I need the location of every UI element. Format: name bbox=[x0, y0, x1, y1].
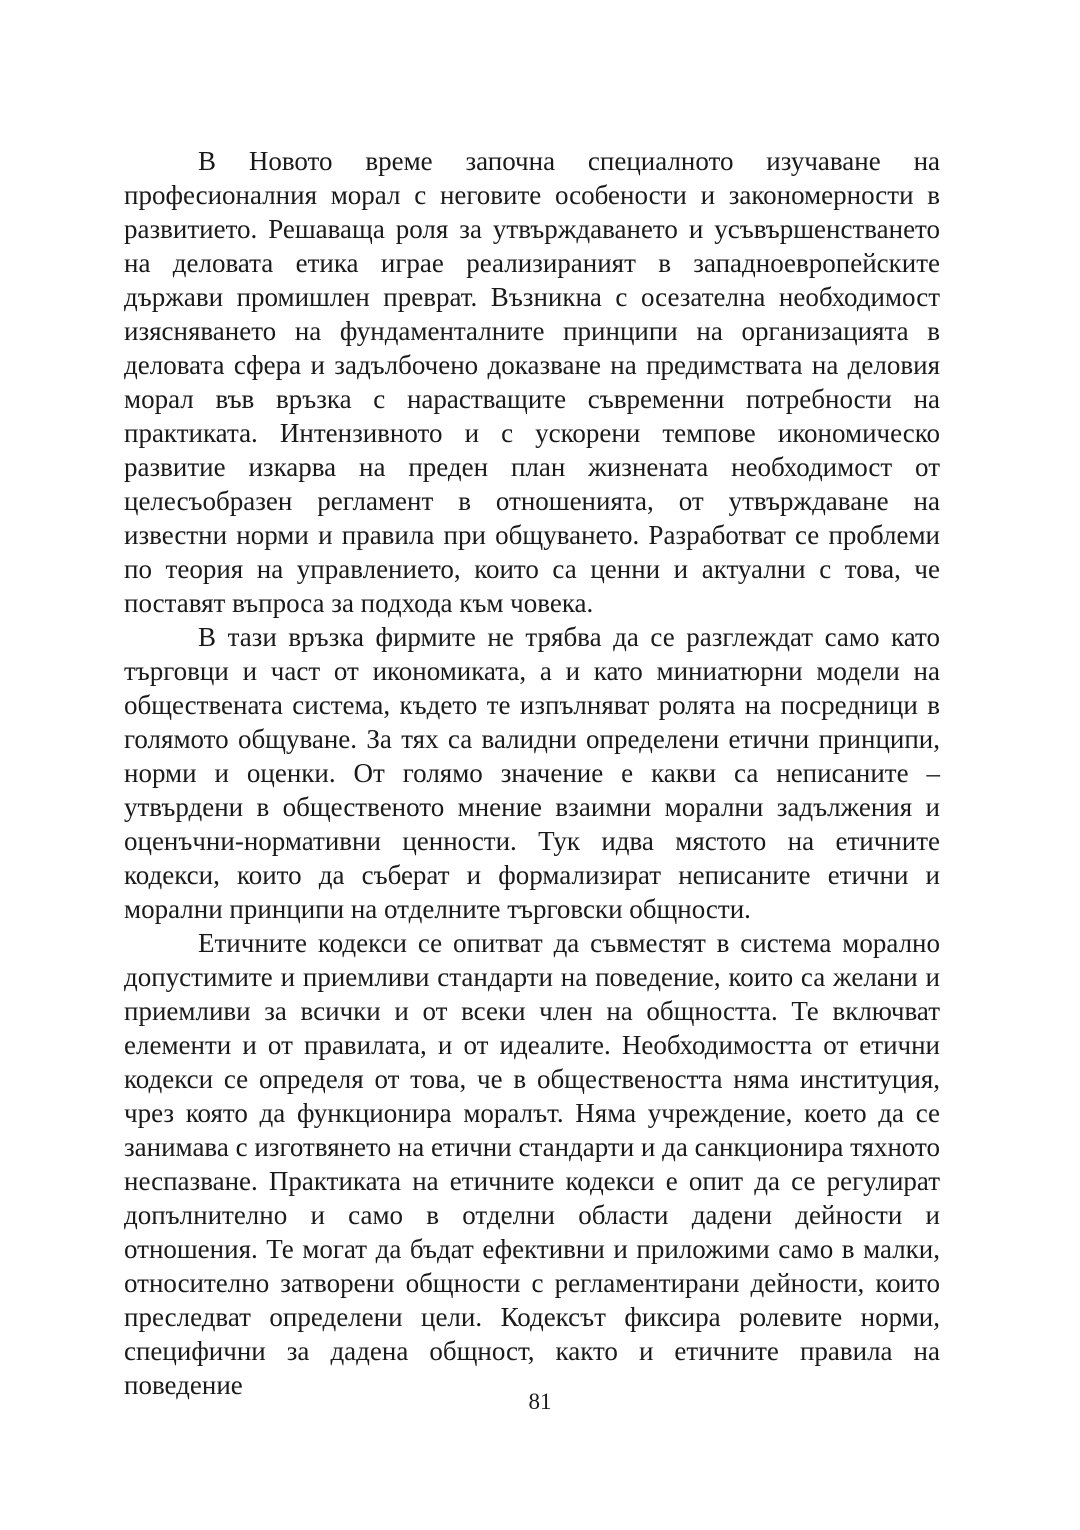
paragraph-3: Етичните кодекси се опитват да съвместят в система морално допустимите и приемливи стандарти на поведение, които са желани и приемливи за всички и от всеки член на общността. Те включват елементи и от правилата, и от идеалите. Необходимостта от етични кодекси се определя от това, че в обществеността няма институция, чрез която да функционира моралът. Няма учреждение, което да се занимава с изготвянето на етични стандарти и да санкционира тяхното неспазване. Практиката на етичните кодекси е опит да се регулират допълнително и само в отделни области дадени дейности и отношения. Те могат да бъдат ефективни и приложими само в малки, относително затворени общности с регламентирани дейности, които преследват определени цели. Кодексът фиксира ролевите норми, специфични за дадена общност, както и етичните правила на поведение bbox=[124, 928, 940, 1400]
paragraph-2: В тази връзка фирмите не трябва да се разглеждат само като търговци и част от икономиката, а и като миниатюрни модели на обществената система, където те изпълняват ролята на посредници в голямото общуване. За тях са валидни определени етични принципи, норми и оценки. От голямо значение е какви са неписаните – утвърдени в общественото мнение взаимни морални задължения и оценъчни-нормативни ценности. Тук идва мястото на етичните кодекси, които да съберат и формализират неписаните етични и морални принципи на отделните търговски общности. bbox=[124, 622, 940, 924]
paragraph-1: В Новото време започна специалното изучаване на професионалния морал с неговите особености и закономерности в развитието. Решаваща роля за утвърждаването и усъвършенстването на деловата етика играе реализираният в западноевропейските държави промишлен преврат. Възникна с осезателна необходимост изясняването на фундаменталните принципи на организацията в деловата сфера и задълбочено доказване на предимствата на деловия морал във връзка с нарастващите съвременни потребности на практиката. Интензивното и с ускорени темпове икономическо развитие изкарва на преден план жизнената необходимост от целесъобразен регламент в отношенията, от утвърждаване на известни норми и правила при общуването. Разработват се проблеми по теория на управлението, които са ценни и актуални с това, че поставят въпроса за подхода към човека. bbox=[124, 146, 940, 618]
page-number: 81 bbox=[528, 1389, 552, 1414]
body-text bbox=[124, 144, 940, 1402]
